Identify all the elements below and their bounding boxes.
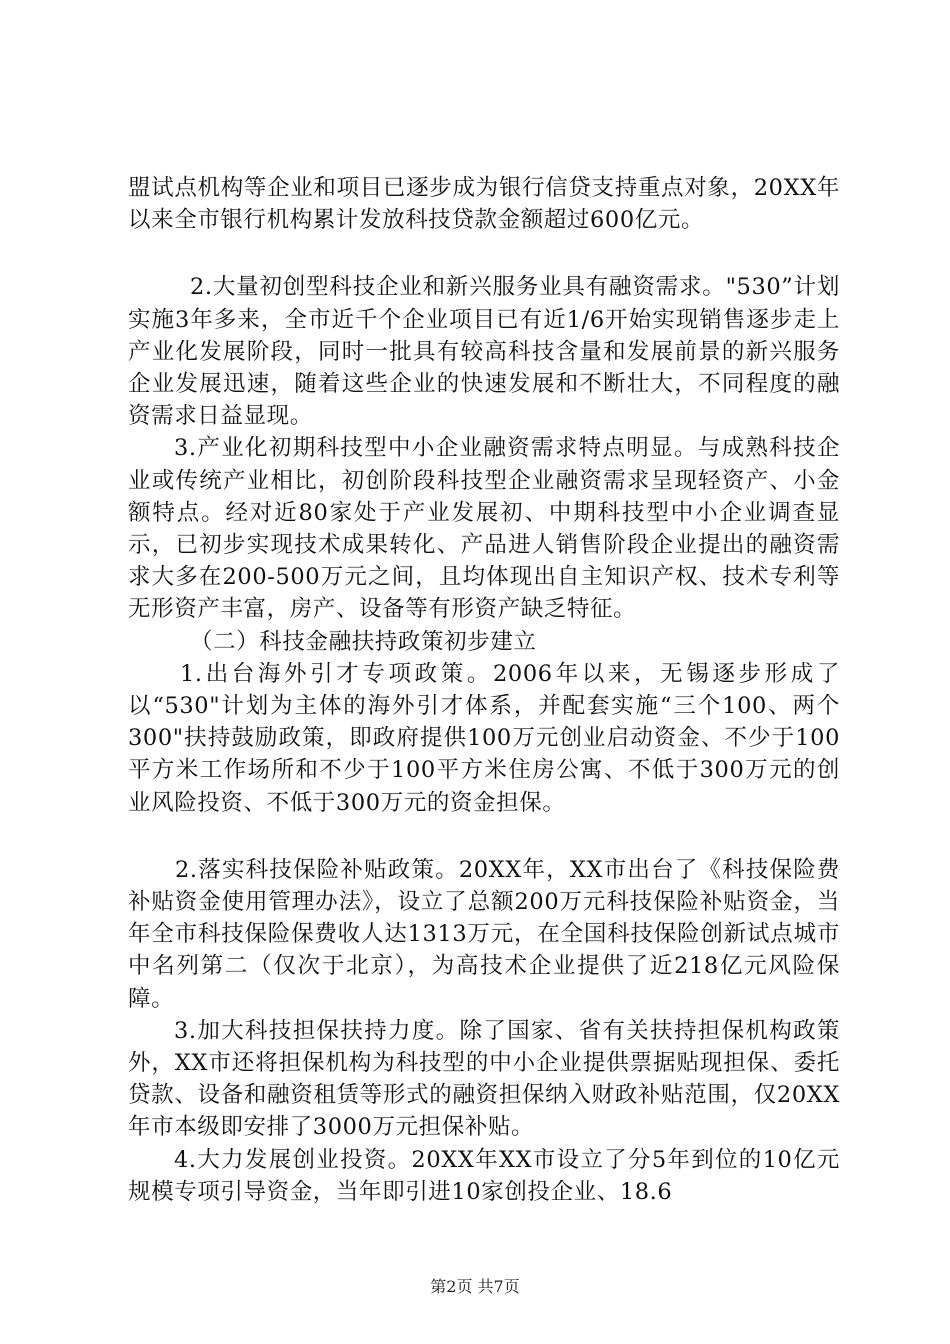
paragraph-sme-characteristics: 3.产业化初期科技型中小企业融资需求特点明显。与成熟科技企业或传统产业相比，初创阶段科技型企业融资需求呈现轻资产、小金额特点。经对近80家处于产业发展初、中期科技型中小企业调查显示，已初步实现技术成果转化、产品进人销售阶段企业提出的融资需求大多在200-500万元之间，且均体现出自主知识产权、技术专利等无形资产丰富，房产、设备等有形资产缺乏特征。	[128, 435, 840, 623]
page-number: 第2页 共7页	[430, 1277, 520, 1296]
paragraph-continuation: 盟试点机构等企业和项目已逐步成为银行信贷支持重点对象，20XX年以来全市银行机构累计发放科技贷款金额超过600亿元。	[128, 175, 840, 234]
document-body	[128, 172, 840, 1208]
paragraph-talent-policy: 1.出台海外引才专项政策。2006年以来，无锡逐步形成了以“530"计划为主体的海外引才体系，并配套实施“三个100、两个300"扶持鼓励政策，即政府提供100万元创业启动资金、不少于100平方米工作场所和不少于100平方米住房公寓、不低于300万元的创业风险投资、不低于300万元的资金担保。	[128, 660, 840, 816]
paragraph-financing-demand: 2.大量初创型科技企业和新兴服务业具有融资需求。"530”计划实施3年多来，全市近千个企业项目已有近1/6开始实现销售逐步走上产业化发展阶段，同时一批具有较高科技含量和发展前景的新兴服务企业发展迅速，随着这些企业的快速发展和不断壮大，不同程度的融资需求日益显现。	[128, 274, 840, 430]
section-heading: （二）科技金融扶持政策初步建立	[190, 628, 537, 655]
paragraph-insurance-subsidy: 2.落实科技保险补贴政策。20XX年，XX市出台了《科技保险费补贴资金使用管理办法》，设立了总额200万元科技保险补贴资金，当年全市科技保险保费收人达1313万元，在全国科技保险创新试点城市中名列第二（仅次于北京），为高技术企业提供了近218亿元风险保障。	[128, 856, 840, 1012]
paragraph-guarantee-support: 3.加大科技担保扶持力度。除了国家、省有关扶持担保机构政策外，XX市还将担保机构为科技型的中小企业提供票据贴现担保、委托贷款、设备和融资租赁等形式的融资担保纳入财政补贴范围，仅20XX年市本级即安排了3000万元担保补贴。	[128, 1017, 840, 1141]
paragraph-venture-investment: 4.大力发展创业投资。20XX年XX市设立了分5年到位的10亿元规模专项引导资金，当年即引进10家创投企业、18.6	[128, 1146, 840, 1205]
